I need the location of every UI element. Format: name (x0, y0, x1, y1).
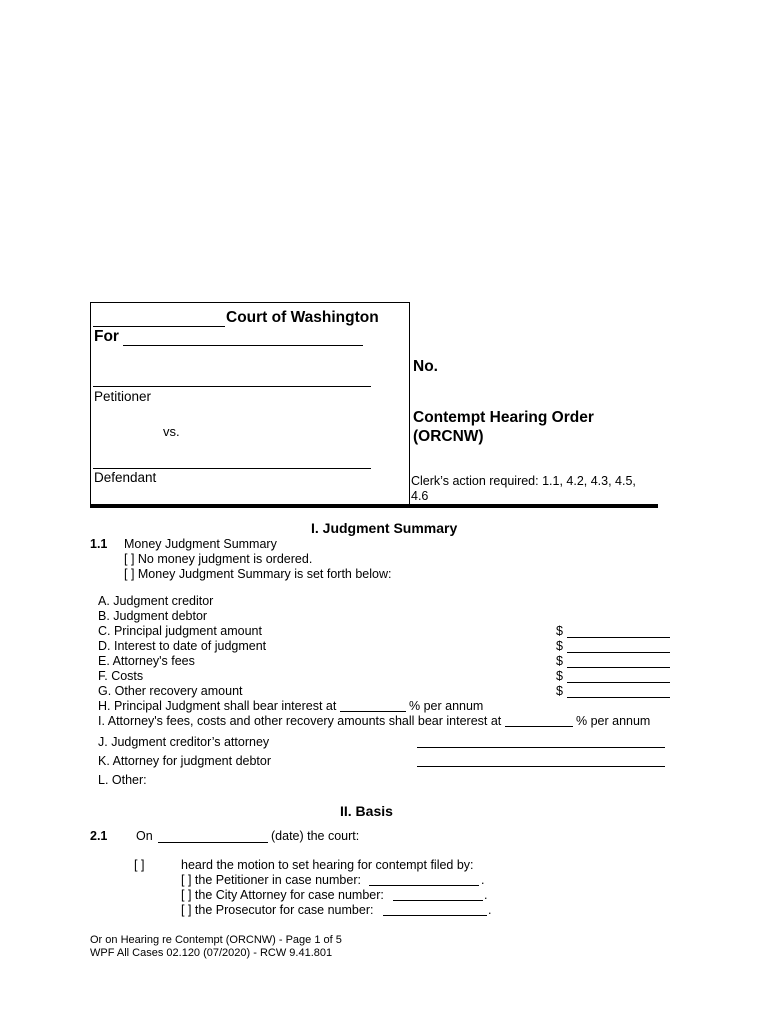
footer-line-2: WPF All Cases 02.120 (07/2020) - RCW 9.41.801 (90, 947, 333, 959)
period: . (481, 873, 485, 887)
fees-interest-rate-blank[interactable] (505, 726, 573, 727)
for-label: For (94, 328, 119, 345)
row-principal-interest-rate: H. Principal Judgment shall bear interest at (98, 699, 337, 713)
per-annum-label: % per annum (409, 699, 484, 713)
defendant-label: Defendant (94, 470, 157, 485)
option-petitioner[interactable]: [ ] the Petitioner in case number: (181, 873, 361, 887)
period: . (484, 888, 488, 902)
other-recovery-amount-blank[interactable] (567, 697, 670, 698)
caption-divider (90, 504, 658, 508)
city-attorney-case-number-blank[interactable] (393, 900, 483, 901)
debtor-attorney-blank[interactable] (417, 766, 665, 767)
vs-label: vs. (163, 424, 180, 439)
dollar-sign: $ (556, 684, 563, 698)
attorney-fees-amount-blank[interactable] (567, 667, 670, 668)
row-other: L. Other: (98, 773, 147, 787)
section-2-1-number: 2.1 (90, 829, 108, 843)
petitioner-case-number-blank[interactable] (369, 885, 479, 886)
clerk-action-line2: 4.6 (411, 489, 429, 503)
petitioner-label: Petitioner (94, 389, 152, 404)
no-money-judgment-option[interactable]: [ ] No money judgment is ordered. (124, 552, 313, 566)
per-annum-label: % per annum (576, 714, 651, 728)
document-title: Contempt Hearing Order (413, 409, 594, 426)
money-judgment-summary-title: Money Judgment Summary (124, 537, 277, 551)
row-costs: F. Costs (98, 669, 144, 683)
hearing-date-blank[interactable] (158, 842, 268, 843)
dollar-sign: $ (556, 624, 563, 638)
row-principal-amount: C. Principal judgment amount (98, 624, 262, 638)
court-name-blank[interactable] (93, 326, 225, 327)
costs-amount-blank[interactable] (567, 682, 670, 683)
date-the-court-label: (date) the court: (271, 829, 360, 843)
section-1-heading: I. Judgment Summary (311, 520, 458, 536)
row-debtor-attorney: K. Attorney for judgment debtor (98, 754, 272, 768)
option-prosecutor[interactable]: [ ] the Prosecutor for case number: (181, 903, 374, 917)
row-other-recovery: G. Other recovery amount (98, 684, 243, 698)
principal-interest-rate-blank[interactable] (340, 711, 406, 712)
creditor-attorney-blank[interactable] (417, 747, 665, 748)
row-fees-interest-rate: I. Attorney's fees, costs and other recovery amounts shall bear interest at (98, 714, 502, 728)
dollar-sign: $ (556, 639, 563, 653)
dollar-sign: $ (556, 669, 563, 683)
interest-amount-blank[interactable] (567, 652, 670, 653)
heard-motion-text: heard the motion to set hearing for contempt filed by: (181, 858, 474, 872)
clerk-action-line1: Clerk’s action required: 1.1, 4.2, 4.3, 4.5, (411, 474, 636, 488)
prosecutor-case-number-blank[interactable] (383, 915, 487, 916)
section-2-heading: II. Basis (340, 803, 393, 819)
petitioner-name-blank[interactable] (93, 386, 371, 387)
principal-amount-blank[interactable] (567, 637, 670, 638)
footer-line-1: Or on Hearing re Contempt (ORCNW) - Page 1 of 5 (90, 934, 342, 946)
dollar-sign: $ (556, 654, 563, 668)
defendant-name-blank[interactable] (93, 468, 371, 469)
money-judgment-set-forth-option[interactable]: [ ] Money Judgment Summary is set forth below: (124, 567, 392, 581)
row-judgment-debtor: B. Judgment debtor (98, 609, 208, 623)
document-code: (ORCNW) (413, 428, 484, 445)
row-attorney-fees: E. Attorney's fees (98, 654, 195, 668)
row-judgment-creditor: A. Judgment creditor (98, 594, 214, 608)
county-blank[interactable] (123, 345, 363, 346)
row-interest: D. Interest to date of judgment (98, 639, 267, 653)
case-number-label: No. (413, 358, 438, 375)
period: . (488, 903, 492, 917)
section-1-1-number: 1.1 (90, 537, 108, 551)
option-city-attorney[interactable]: [ ] the City Attorney for case number: (181, 888, 384, 902)
on-label: On (136, 829, 153, 843)
heard-motion-checkbox[interactable]: [ ] (134, 858, 145, 872)
court-label: Court of Washington (226, 309, 379, 326)
row-creditor-attorney: J. Judgment creditor’s attorney (98, 735, 270, 749)
